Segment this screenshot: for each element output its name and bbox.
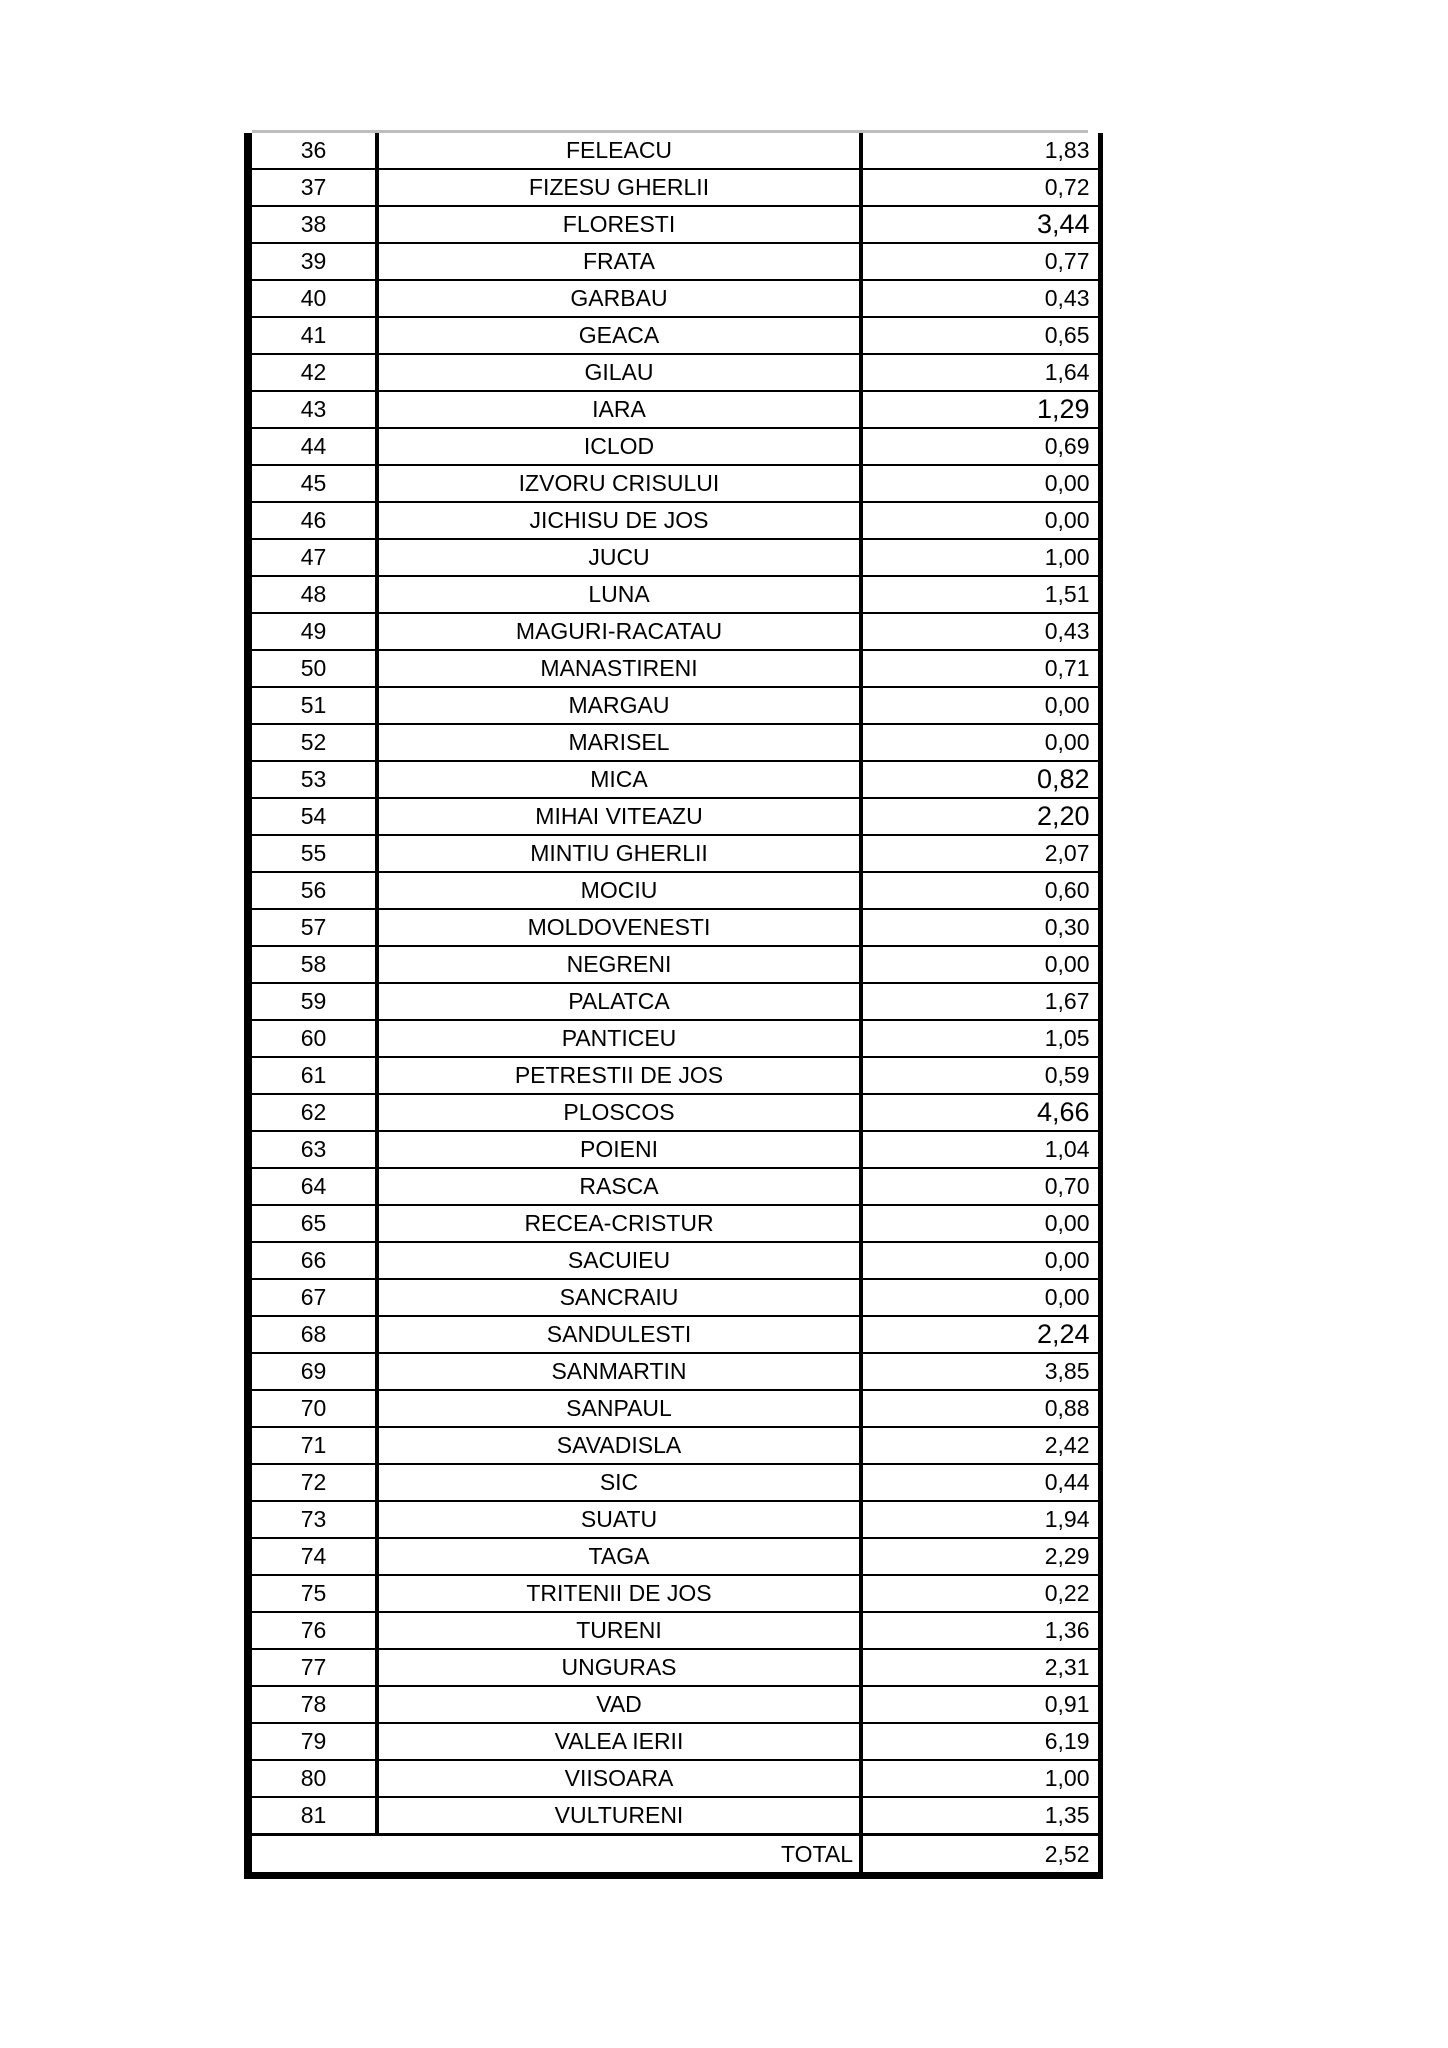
row-number: 72: [248, 1464, 377, 1501]
table-row: [248, 1131, 1100, 1168]
locality-name: MIHAI VITEAZU: [377, 798, 861, 835]
value-cell: 1,00: [861, 1760, 1100, 1797]
value-cell: 2,29: [861, 1538, 1100, 1575]
row-number: 80: [248, 1760, 377, 1797]
value-cell: 0,77: [861, 243, 1100, 280]
locality-name: RASCA: [377, 1168, 861, 1205]
row-number: 38: [248, 206, 377, 243]
row-number: 62: [248, 1094, 377, 1131]
value-cell: 0,44: [861, 1464, 1100, 1501]
total-label: TOTAL: [248, 1835, 861, 1876]
table-row: [248, 1686, 1100, 1723]
row-number: 77: [248, 1649, 377, 1686]
row-number: 71: [248, 1427, 377, 1464]
value-cell: 0,43: [861, 613, 1100, 650]
table-row: [248, 1205, 1100, 1242]
row-number: 58: [248, 946, 377, 983]
row-number: 45: [248, 465, 377, 502]
row-number: 75: [248, 1575, 377, 1612]
locality-name: MOCIU: [377, 872, 861, 909]
table-row: [248, 761, 1100, 798]
value-cell: 1,94: [861, 1501, 1100, 1538]
total-row: [248, 1835, 1100, 1876]
value-cell: 0,30: [861, 909, 1100, 946]
locality-name: MARISEL: [377, 724, 861, 761]
locality-name: MICA: [377, 761, 861, 798]
value-cell: 1,29: [861, 391, 1100, 428]
locality-name: VAD: [377, 1686, 861, 1723]
value-cell: 0,00: [861, 465, 1100, 502]
locality-name: SACUIEU: [377, 1242, 861, 1279]
table-row: [248, 502, 1100, 539]
row-number: 42: [248, 354, 377, 391]
table-row: [248, 1760, 1100, 1797]
locality-name: PALATCA: [377, 983, 861, 1020]
value-cell: 0,59: [861, 1057, 1100, 1094]
row-number: 55: [248, 835, 377, 872]
locality-name: GILAU: [377, 354, 861, 391]
row-number: 79: [248, 1723, 377, 1760]
row-number: 61: [248, 1057, 377, 1094]
locality-name: VULTURENI: [377, 1797, 861, 1835]
locality-name: TAGA: [377, 1538, 861, 1575]
row-number: 52: [248, 724, 377, 761]
table-body: [248, 133, 1100, 1835]
row-number: 74: [248, 1538, 377, 1575]
value-cell: 0,00: [861, 1242, 1100, 1279]
row-number: 40: [248, 280, 377, 317]
table-row: [248, 1390, 1100, 1427]
locality-name: ICLOD: [377, 428, 861, 465]
locality-name: RECEA-CRISTUR: [377, 1205, 861, 1242]
locality-name: GARBAU: [377, 280, 861, 317]
table-row: [248, 317, 1100, 354]
table-row: [248, 206, 1100, 243]
value-cell: 1,36: [861, 1612, 1100, 1649]
value-cell: 1,67: [861, 983, 1100, 1020]
locality-name: JUCU: [377, 539, 861, 576]
table-row: [248, 983, 1100, 1020]
table-row: [248, 1797, 1100, 1835]
value-cell: 1,35: [861, 1797, 1100, 1835]
value-cell: 0,00: [861, 687, 1100, 724]
locality-name: IARA: [377, 391, 861, 428]
locality-name: TURENI: [377, 1612, 861, 1649]
locality-name: SAVADISLA: [377, 1427, 861, 1464]
row-number: 67: [248, 1279, 377, 1316]
row-number: 54: [248, 798, 377, 835]
value-cell: 0,60: [861, 872, 1100, 909]
table-row: [248, 946, 1100, 983]
total-value: 2,52: [861, 1835, 1100, 1876]
value-cell: 0,82: [861, 761, 1100, 798]
value-cell: 2,07: [861, 835, 1100, 872]
table-row: [248, 724, 1100, 761]
value-cell: 1,05: [861, 1020, 1100, 1057]
row-number: 49: [248, 613, 377, 650]
row-number: 46: [248, 502, 377, 539]
row-number: 64: [248, 1168, 377, 1205]
table-row: [248, 1242, 1100, 1279]
locality-name: FLORESTI: [377, 206, 861, 243]
row-number: 44: [248, 428, 377, 465]
row-number: 51: [248, 687, 377, 724]
row-number: 60: [248, 1020, 377, 1057]
table-sheet: [244, 130, 1096, 1879]
table-row: [248, 872, 1100, 909]
row-number: 36: [248, 133, 377, 169]
table-row: [248, 243, 1100, 280]
value-cell: 0,00: [861, 1279, 1100, 1316]
table-row: [248, 1538, 1100, 1575]
row-number: 48: [248, 576, 377, 613]
value-cell: 0,65: [861, 317, 1100, 354]
value-cell: 4,66: [861, 1094, 1100, 1131]
value-cell: 0,00: [861, 1205, 1100, 1242]
locality-name: PLOSCOS: [377, 1094, 861, 1131]
value-cell: 2,20: [861, 798, 1100, 835]
locality-name: MANASTIRENI: [377, 650, 861, 687]
value-cell: 1,83: [861, 133, 1100, 169]
table-row: [248, 1464, 1100, 1501]
row-number: 56: [248, 872, 377, 909]
locality-name: GEACA: [377, 317, 861, 354]
value-cell: 1,00: [861, 539, 1100, 576]
value-cell: 0,00: [861, 502, 1100, 539]
locality-name: LUNA: [377, 576, 861, 613]
row-number: 76: [248, 1612, 377, 1649]
row-number: 53: [248, 761, 377, 798]
locality-name: SANCRAIU: [377, 1279, 861, 1316]
row-number: 78: [248, 1686, 377, 1723]
row-number: 39: [248, 243, 377, 280]
row-number: 37: [248, 169, 377, 206]
table-row: [248, 169, 1100, 206]
locality-name: FRATA: [377, 243, 861, 280]
row-number: 69: [248, 1353, 377, 1390]
row-number: 57: [248, 909, 377, 946]
locality-name: SUATU: [377, 1501, 861, 1538]
table-row: [248, 798, 1100, 835]
table-row: [248, 1575, 1100, 1612]
table-row: [248, 835, 1100, 872]
locality-name: POIENI: [377, 1131, 861, 1168]
value-cell: 0,00: [861, 724, 1100, 761]
row-number: 43: [248, 391, 377, 428]
value-cell: 1,64: [861, 354, 1100, 391]
row-number: 73: [248, 1501, 377, 1538]
value-cell: 0,70: [861, 1168, 1100, 1205]
table-row: [248, 1094, 1100, 1131]
table-row: [248, 1020, 1100, 1057]
row-number: 70: [248, 1390, 377, 1427]
locality-name: MARGAU: [377, 687, 861, 724]
value-cell: 0,91: [861, 1686, 1100, 1723]
locality-name: MINTIU GHERLII: [377, 835, 861, 872]
value-cell: 6,19: [861, 1723, 1100, 1760]
row-number: 47: [248, 539, 377, 576]
value-cell: 1,04: [861, 1131, 1100, 1168]
table-row: [248, 428, 1100, 465]
table-row: [248, 1316, 1100, 1353]
table-row: [248, 133, 1100, 169]
value-cell: 3,44: [861, 206, 1100, 243]
table-row: [248, 1501, 1100, 1538]
locality-name: JICHISU DE JOS: [377, 502, 861, 539]
table-row: [248, 465, 1100, 502]
locality-name: MOLDOVENESTI: [377, 909, 861, 946]
value-cell: 0,22: [861, 1575, 1100, 1612]
table-row: [248, 576, 1100, 613]
table-row: [248, 539, 1100, 576]
table-row: [248, 1723, 1100, 1760]
row-number: 65: [248, 1205, 377, 1242]
table-row: [248, 613, 1100, 650]
value-cell: 2,31: [861, 1649, 1100, 1686]
locality-name: SANDULESTI: [377, 1316, 861, 1353]
locality-name: FIZESU GHERLII: [377, 169, 861, 206]
locality-name: VALEA IERII: [377, 1723, 861, 1760]
locality-name: SANPAUL: [377, 1390, 861, 1427]
locality-name: SIC: [377, 1464, 861, 1501]
table-row: [248, 650, 1100, 687]
table-row: [248, 687, 1100, 724]
table-row: [248, 1649, 1100, 1686]
value-cell: 0,71: [861, 650, 1100, 687]
table-row: [248, 280, 1100, 317]
table-row: [248, 391, 1100, 428]
value-cell: 0,88: [861, 1390, 1100, 1427]
table-row: [248, 1279, 1100, 1316]
locality-name: IZVORU CRISULUI: [377, 465, 861, 502]
row-number: 68: [248, 1316, 377, 1353]
value-cell: 3,85: [861, 1353, 1100, 1390]
value-cell: 0,72: [861, 169, 1100, 206]
table-row: [248, 1427, 1100, 1464]
table-row: [248, 1612, 1100, 1649]
row-number: 81: [248, 1797, 377, 1835]
value-cell: 1,51: [861, 576, 1100, 613]
table-row: [248, 1353, 1100, 1390]
table-row: [248, 1168, 1100, 1205]
locality-name: FELEACU: [377, 133, 861, 169]
locality-name: NEGRENI: [377, 946, 861, 983]
row-number: 66: [248, 1242, 377, 1279]
row-number: 41: [248, 317, 377, 354]
table-row: [248, 1057, 1100, 1094]
locality-name: VIISOARA: [377, 1760, 861, 1797]
locality-name: PETRESTII DE JOS: [377, 1057, 861, 1094]
locality-name: SANMARTIN: [377, 1353, 861, 1390]
locality-name: PANTICEU: [377, 1020, 861, 1057]
locality-name: TRITENII DE JOS: [377, 1575, 861, 1612]
locality-name: MAGURI-RACATAU: [377, 613, 861, 650]
locality-name: UNGURAS: [377, 1649, 861, 1686]
value-cell: 2,24: [861, 1316, 1100, 1353]
value-cell: 0,00: [861, 946, 1100, 983]
table-row: [248, 909, 1100, 946]
value-cell: 0,69: [861, 428, 1100, 465]
values-table: [244, 133, 1103, 1879]
value-cell: 0,43: [861, 280, 1100, 317]
table-row: [248, 354, 1100, 391]
row-number: 50: [248, 650, 377, 687]
row-number: 59: [248, 983, 377, 1020]
row-number: 63: [248, 1131, 377, 1168]
value-cell: 2,42: [861, 1427, 1100, 1464]
